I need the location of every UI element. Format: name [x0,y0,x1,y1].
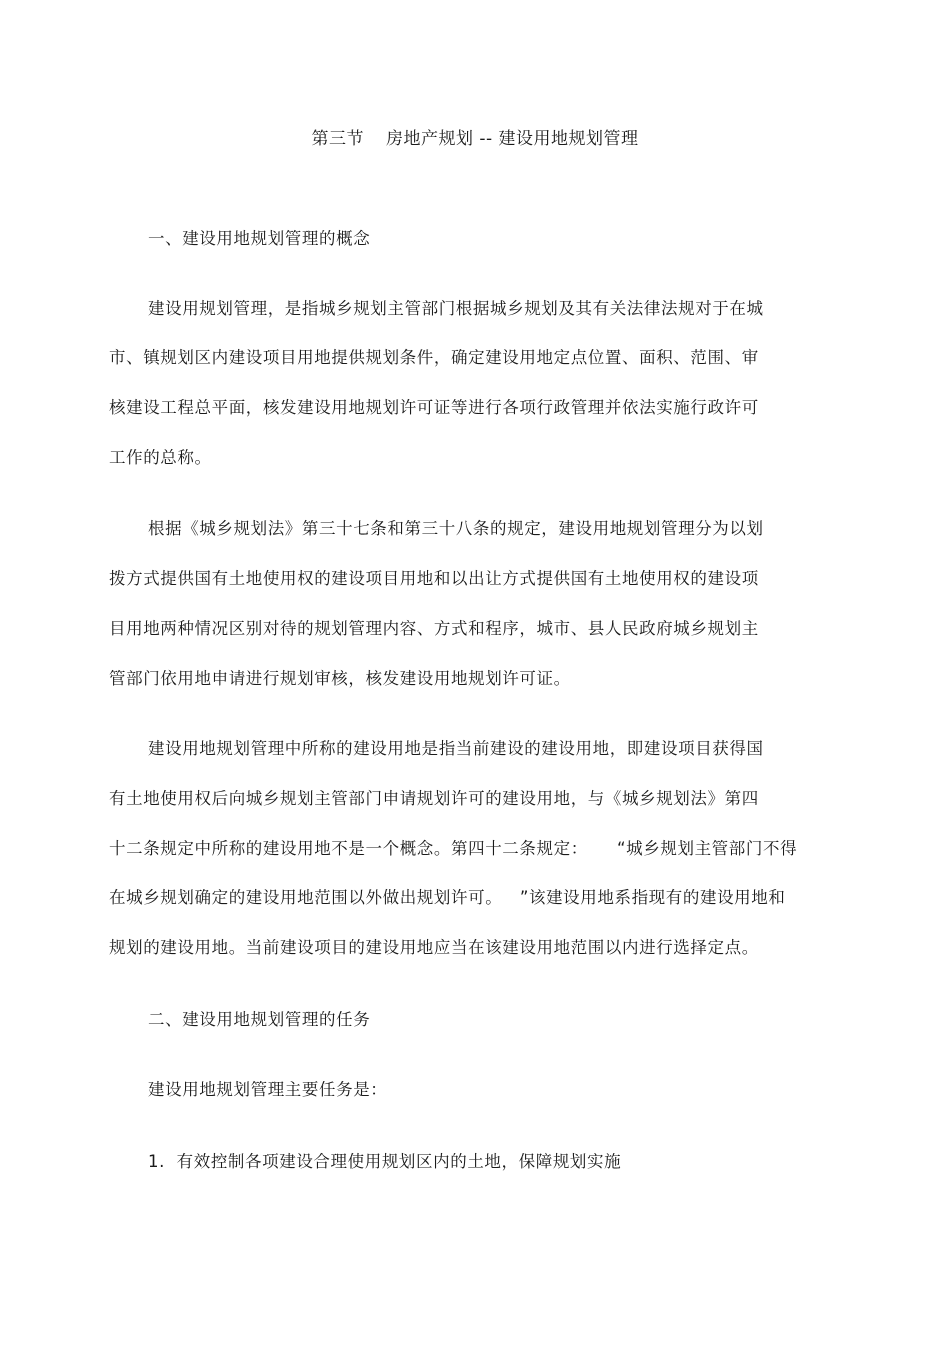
paragraph-line: 目用地两种情况区别对待的规划管理内容、方式和程序，城市、县人民政府城乡规划主 [109,619,759,638]
paragraph-line: 规划的建设用地。当前建设项目的建设用地应当在该建设用地范围以内进行选择定点。 [109,938,759,957]
paragraph-line: 建设用规划管理，是指城乡规划主管部门根据城乡规划及其有关法律法规对于在城 [148,299,764,318]
list-item: 1. 有效控制各项建设合理使用规划区内的土地，保障规划实施 [148,1152,622,1171]
paragraph-line: 管部门依用地申请进行规划审核，核发建设用地规划许可证。 [109,669,571,688]
paragraph-line: 十二条规定中所称的建设用地不是一个概念。第四十二条规定： “城乡规划主管部门不得 [109,839,798,858]
paragraph-line: 建设用地规划管理中所称的建设用地是指当前建设的建设用地，即建设项目获得国 [148,739,764,758]
title-section-number: 第三节 [311,129,364,149]
paragraph-line: 根据《城乡规划法》第三十七条和第三十八条的规定，建设用地规划管理分为以划 [148,519,764,538]
paragraph-line: 有土地使用权后向城乡规划主管部门申请规划许可的建设用地，与《城乡规划法》第四 [109,789,759,808]
tasks-intro: 建设用地规划管理主要任务是： [148,1080,388,1099]
paragraph-line: 核建设工程总平面，核发建设用地规划许可证等进行各项行政管理并依法实施行政许可 [109,398,759,417]
paragraph-line: 拨方式提供国有土地使用权的建设项目用地和以出让方式提供国有土地使用权的建设项 [109,569,759,588]
section-heading-tasks: 二、建设用地规划管理的任务 [148,1010,371,1029]
paragraph-line: 市、镇规划区内建设项目用地提供规划条件，确定建设用地定点位置、面积、范围、审 [109,348,759,367]
section-heading-concept: 一、建设用地规划管理的概念 [148,229,371,248]
page-title [0,124,950,149]
paragraph-line: 在城乡规划确定的建设用地范围以外做出规划许可。 ”该建设用地系指现有的建设用地和 [109,888,786,907]
title-text: 房地产规划 -- 建设用地规划管理 [385,129,639,149]
paragraph-line: 工作的总称。 [109,448,212,467]
